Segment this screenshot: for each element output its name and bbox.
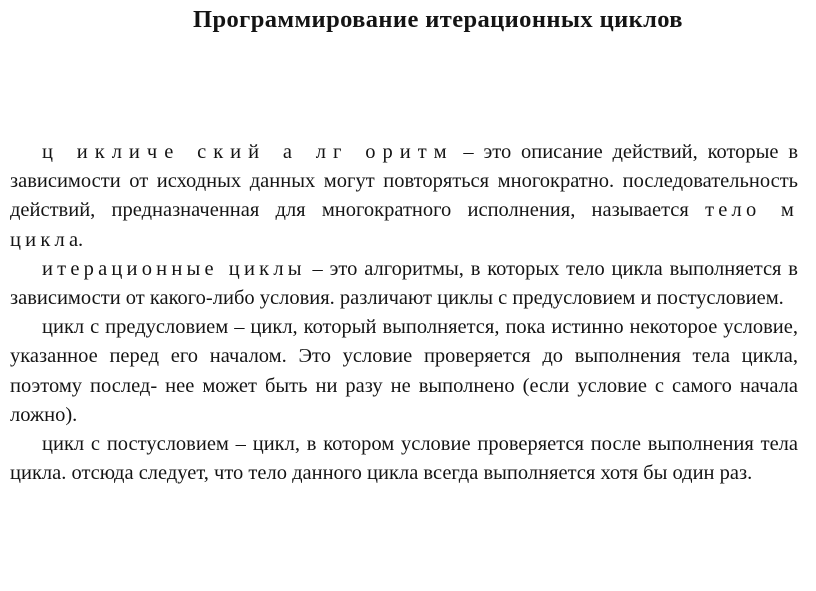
page-title: Программирование итерационных циклов bbox=[193, 6, 683, 33]
paragraph-tail: а. bbox=[68, 228, 84, 251]
term-cyclic-algorithm: ц икличе ский а лг оритм bbox=[42, 141, 454, 163]
paragraph-text: – это алгоритмы, в которых тело цикла выполняется в зависимости от какого-либо условия. различают циклы с предусловием и постусловием. bbox=[10, 257, 798, 310]
paragraph-postcondition-loop: цикл с постусловием – цикл, в котором условие проверяется после выполнения тела цикла. отсюда следует, что тело данного цикла всегда выполняется хотя бы один раз. bbox=[10, 433, 798, 485]
paragraph-precondition-loop: цикл с предусловием – цикл, который выполняется, пока истинно некоторое условие, указанное перед его началом. Это условие проверяется до выполнения тела цикла, поэтому послед- нее может быть ни разу не выполнено (если условие с самого начала ложно). bbox=[10, 316, 798, 426]
paragraph-text: – это описание действий, которые в зависимости от исходных данных могут повторяться многократно. последовательность действий, предназначенная для многократного исполнения, называется bbox=[10, 141, 798, 222]
document-body bbox=[10, 138, 798, 488]
paragraph-cyclic-algorithm bbox=[10, 138, 798, 255]
term-loop-body: тело м цикл bbox=[10, 199, 798, 251]
paragraph-iterative-loops bbox=[10, 255, 798, 313]
term-iterative-loops: итерационные циклы bbox=[42, 257, 306, 280]
